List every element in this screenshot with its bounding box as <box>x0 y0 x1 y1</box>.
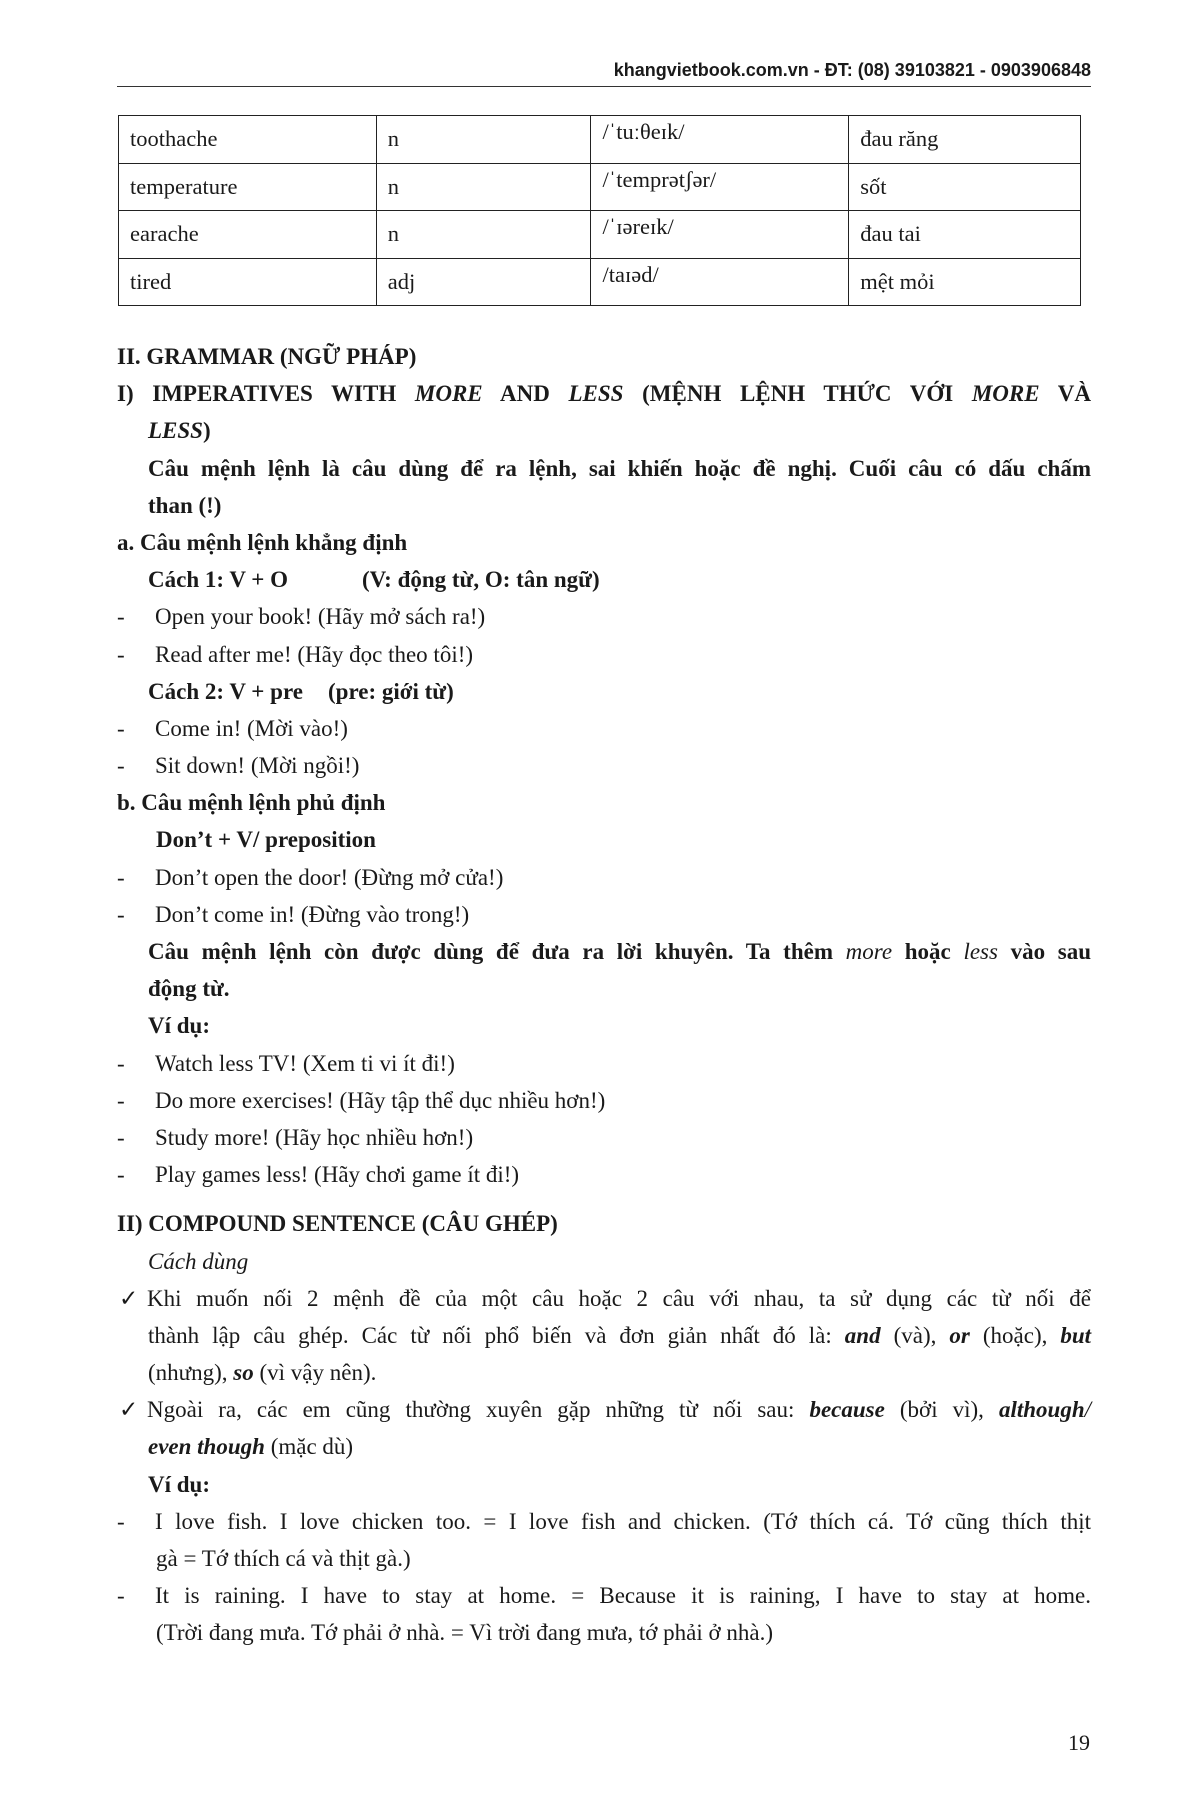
list-item: - Study more! (Hãy học nhiều hơn!) <box>117 1124 474 1150</box>
example-label: Ví dụ: <box>148 1471 210 1497</box>
meaning-cell: đau tai <box>849 211 1081 259</box>
advice-note-cont: động từ. <box>148 976 230 1002</box>
list-item: - Do more exercises! (Hãy tập thể dục nhiều hơn!) <box>117 1087 606 1113</box>
word-cell: earache <box>119 211 377 259</box>
list-item: - Sit down! (Mời ngồi!) <box>117 753 360 779</box>
list-item: - I love fish. I love chicken too. = I love fish and chicken. (Tớ thích cá. Tớ cũng thích thịt <box>117 1508 1091 1534</box>
formula-way1: Cách 1: V + O (V: động từ, O: tân ngữ) <box>148 567 600 593</box>
vocabulary-table <box>118 115 1081 306</box>
checkmark-icon: ✓ <box>119 1285 139 1311</box>
type-cell: n <box>376 116 591 164</box>
formula-negative: Don’t + V/ preposition <box>156 827 376 853</box>
imperatives-intro-cont: than (!) <box>148 492 222 518</box>
check-item-cont: thành lập câu ghép. Các từ nối phổ biến và đơn giản nhất đó là: and (và), or (hoặc), but <box>148 1322 1092 1348</box>
header-rule <box>117 86 1091 87</box>
meaning-cell: đau răng <box>849 116 1081 164</box>
list-item: - Don’t come in! (Đừng vào trong!) <box>117 901 470 927</box>
meaning-cell: mệt mỏi <box>849 258 1081 306</box>
page-number: 19 <box>1068 1730 1090 1755</box>
subheading-negative: b. Câu mệnh lệnh phủ định <box>117 790 386 816</box>
imperatives-intro: Câu mệnh lệnh là câu dùng để ra lệnh, sai khiến hoặc đề nghị. Cuối câu có dấu chấm <box>148 455 1091 481</box>
list-item-cont: gà = Tớ thích cá và thịt gà.) <box>156 1546 411 1571</box>
advice-note: Câu mệnh lệnh còn được dùng để đưa ra lời khuyên. Ta thêm more hoặc less vào sau <box>148 939 1092 964</box>
ipa-cell: /ˈɪəreɪk/ <box>591 211 849 259</box>
check-item: ✓ Khi muốn nối 2 mệnh đề của một câu hoặc 2 câu với nhau, ta sử dụng các từ nối để <box>117 1280 1091 1317</box>
formula-way2: Cách 2: V + pre (pre: giới từ) <box>148 678 454 704</box>
grammar-heading: II. GRAMMAR (NGỮ PHÁP) <box>117 344 417 369</box>
check-item-cont: (nhưng), so (vì vậy nên). <box>148 1360 377 1386</box>
ipa-cell: /ˈtuːθeɪk/ <box>591 116 849 164</box>
usage-label: Cách dùng <box>148 1248 249 1274</box>
meaning-cell: sốt <box>849 163 1081 211</box>
table-row <box>119 116 1081 164</box>
word-cell: toothache <box>119 116 377 164</box>
type-cell: n <box>376 163 591 211</box>
grammar-section <box>117 338 1091 1652</box>
table-row <box>119 163 1081 211</box>
ipa-cell: /taɪəd/ <box>591 258 849 306</box>
type-cell: n <box>376 211 591 259</box>
list-item: - It is raining. I have to stay at home. = Because it is raining, I have to stay at home. <box>117 1583 1091 1609</box>
type-cell: adj <box>376 258 591 306</box>
page-header: khangvietbook.com.vn - ĐT: (08) 39103821 - 0903906848 <box>613 60 1091 80</box>
subheading-affirmative: a. Câu mệnh lệnh khẳng định <box>117 529 408 555</box>
word-cell: temperature <box>119 163 377 211</box>
table-row <box>119 258 1081 306</box>
list-item: - Watch less TV! (Xem ti vi ít đi!) <box>117 1050 455 1076</box>
list-item: - Don’t open the door! (Đừng mở cửa!) <box>117 864 504 890</box>
list-item: - Open your book! (Hãy mở sách ra!) <box>117 604 486 630</box>
list-item-cont: (Trời đang mưa. Tớ phải ở nhà. = Vì trời đang mưa, tớ phải ở nhà.) <box>156 1620 774 1646</box>
list-item: - Come in! (Mời vào!) <box>117 715 348 741</box>
table-row <box>119 211 1081 259</box>
imperatives-heading: I) IMPERATIVES WITH MORE AND LESS (MỆNH LỆNH THỨC VỚI MORE VÀ <box>117 381 1092 407</box>
ipa-cell: /ˈtemprətʃər/ <box>591 163 849 211</box>
check-item-cont: even though (mặc dù) <box>148 1434 354 1460</box>
checkmark-icon: ✓ <box>119 1397 139 1423</box>
word-cell: tired <box>119 258 377 306</box>
imperatives-heading-cont: LESS) <box>148 418 211 444</box>
check-item: ✓ Ngoài ra, các em cũng thường xuyên gặp những từ nối sau: because (bởi vì), although/ <box>117 1391 1091 1428</box>
list-item: - Play games less! (Hãy chơi game ít đi!) <box>117 1162 520 1188</box>
compound-heading: II) COMPOUND SENTENCE (CÂU GHÉP) <box>117 1211 558 1237</box>
example-label: Ví dụ: <box>148 1013 210 1039</box>
list-item: - Read after me! (Hãy đọc theo tôi!) <box>117 641 474 667</box>
